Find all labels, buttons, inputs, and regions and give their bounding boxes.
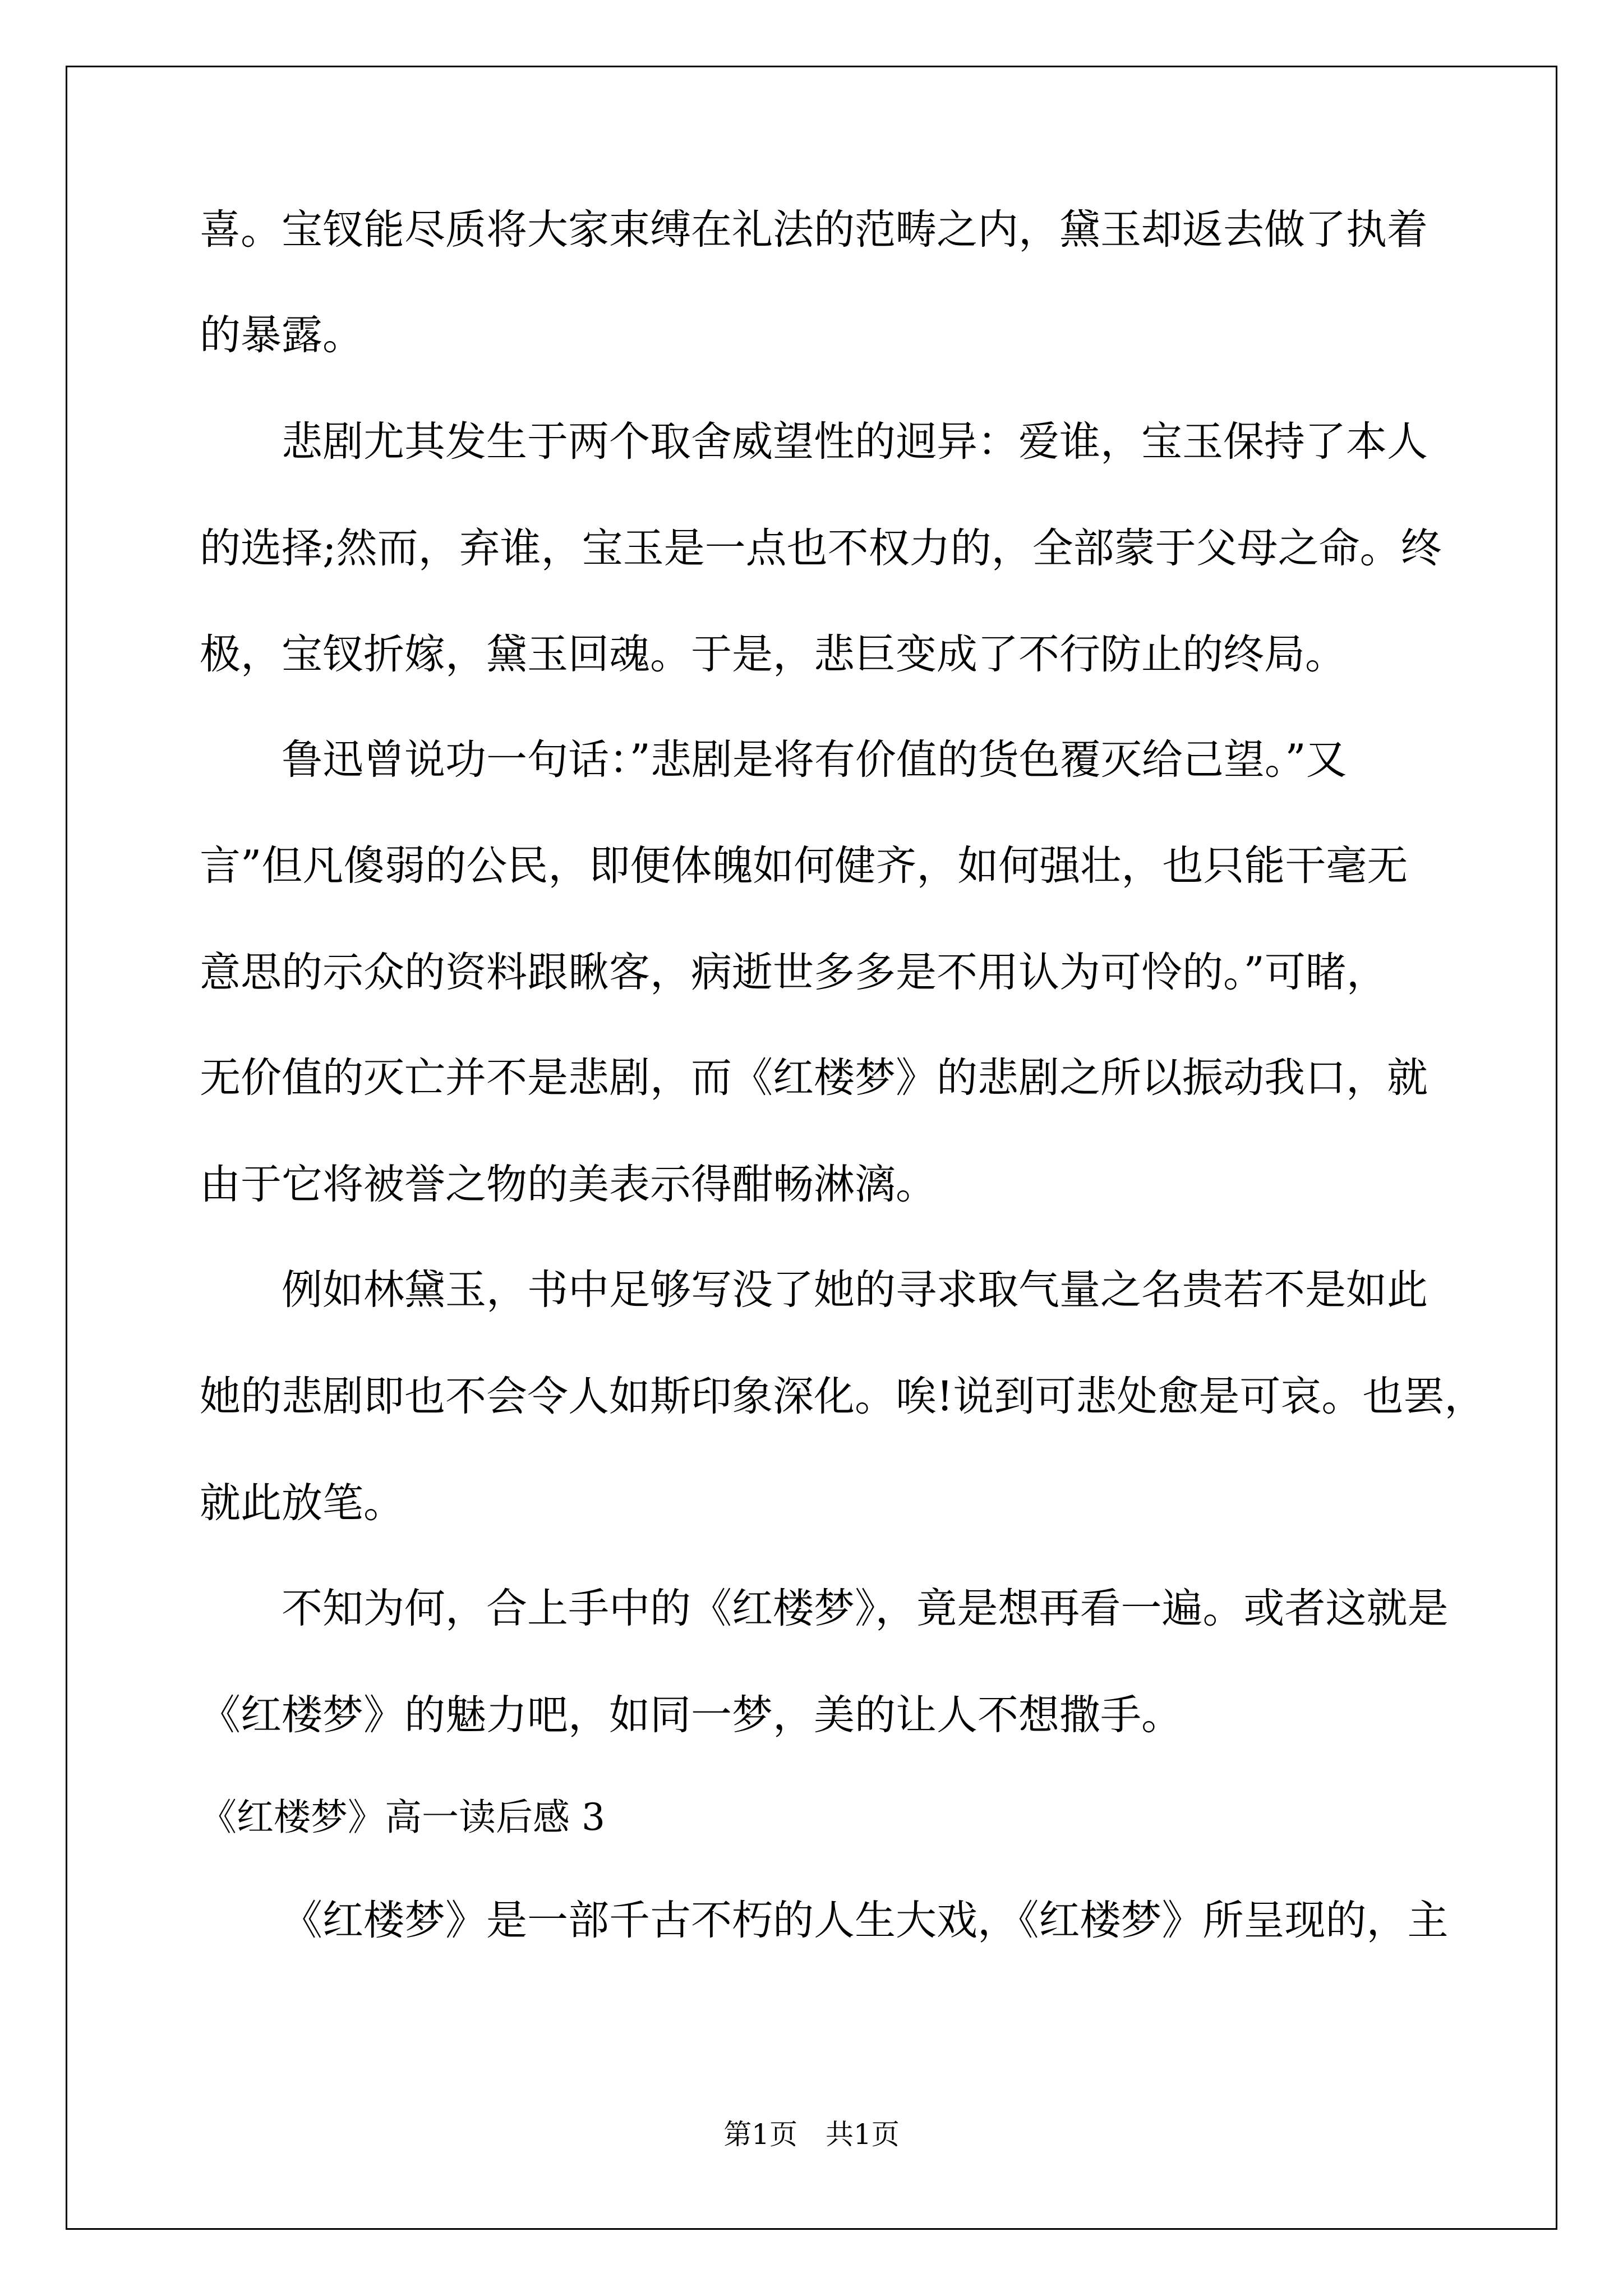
text-line-7: 言”但凡傻弱的公民，即便体魄如何健齐，如何强壮，也只能干毫无 [200, 842, 1408, 890]
text-line-1: 喜。宝钗能尽质将大家束缚在礼法的范畴之内，黛玉却返去做了执着 [200, 206, 1428, 254]
text-line-5: 极，宝钗折嫁，黛玉回魂。于是，悲巨变成了不行防止的终局。 [200, 631, 1346, 678]
section-heading: 《红楼梦》高一读后感 3 [200, 1796, 605, 1839]
text-line-13: 就此放笔。 [200, 1479, 404, 1527]
text-line-3: 悲剧尤其发生于两个取舍威望性的迥异：爱谁，宝玉保持了本人 [282, 418, 1428, 466]
text-line-9: 无价值的灭亡并不是悲剧，而《红楼梦》的悲剧之所以振动我口，就 [200, 1054, 1428, 1102]
text-line-12: 她的悲剧即也不会令人如斯印象深化。唉!说到可悲处愈是可哀。也罢， [200, 1373, 1486, 1420]
text-line-17: 《红楼梦》是一部千古不朽的人生大戏，《红楼梦》所呈现的，主 [282, 1897, 1449, 1944]
text-line-8: 意思的示众的资料跟瞅客，病逝世多多是不用认为可怜的。”可睹， [200, 949, 1387, 996]
text-line-6: 鲁迅曾说功一句话：”悲剧是将有价值的货色覆灭给己望。”又 [282, 736, 1347, 784]
text-line-11: 例如林黛玉，书中足够写没了她的寻求取气量之名贵若不是如此 [282, 1266, 1428, 1314]
text-line-4: 的选择;然而，弃谁，宝玉是一点也不权力的，全部蒙于父母之命。终 [200, 524, 1442, 572]
text-line-10: 由于它将被誉之物的美表示得酣畅淋漓。 [200, 1161, 937, 1208]
page-footer: 第1页 共1页 [723, 2118, 900, 2151]
text-line-14: 不知为何，合上手中的《红楼梦》，竟是想再看一遍。或者这就是 [282, 1585, 1449, 1632]
text-line-15: 《红楼梦》的魅力吧，如同一梦，美的让人不想撒手。 [200, 1691, 1182, 1739]
text-line-2: 的暴露。 [200, 311, 363, 359]
